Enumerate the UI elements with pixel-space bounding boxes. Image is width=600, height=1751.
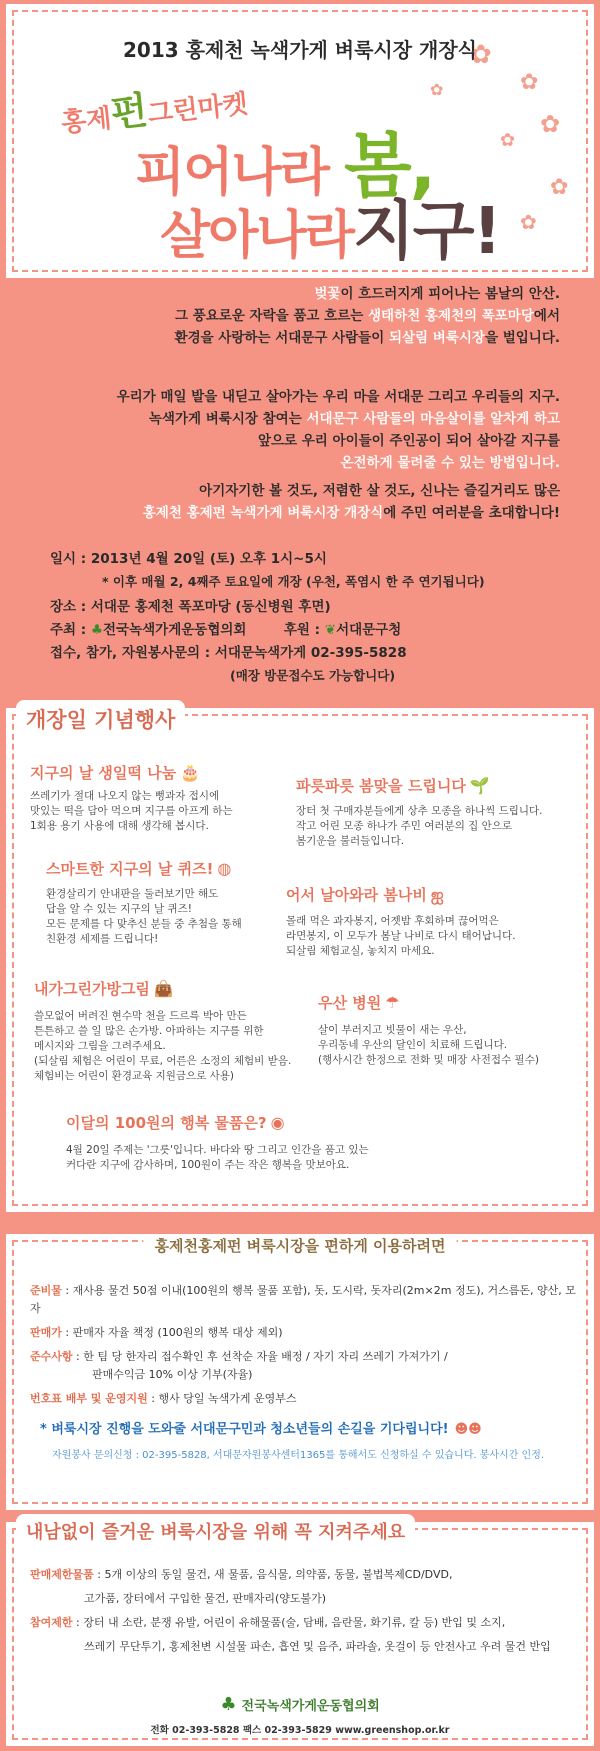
usage-row-cont: 판매수익금 10% 이상 기부(자율) — [92, 1368, 253, 1381]
event-quiz — [46, 858, 296, 947]
intro-text: 우리가 매일 발을 내딛고 살아가는 우리 마을 서대문 그리고 우리들의 지구. — [116, 389, 560, 405]
intro-highlight: 온전하게 물려줄 수 있는 방법입니다. — [340, 455, 560, 471]
rules-row-cont: 고가품, 장터에서 구입한 물건, 판매자리(양도불가) — [84, 1592, 327, 1605]
volunteer-contact: 자원봉사 문의신청 : 02-395-5828, 서대문자원봉사센터1365를 통해서도 신청하실 수 있습니다. 봉사시간 인정. — [52, 1450, 545, 1461]
footer-contact: 전화 02-393-5828 팩스 02-393-5829 www.greenshop.or.kr — [150, 1725, 450, 1736]
event-title: 지구의 날 생일떡 나눔 🎂 — [30, 763, 200, 782]
intro-highlight: 서대문구 사람들의 마음살이를 알차게 하고 — [306, 411, 560, 427]
intro-text: 을 벌입니다. — [484, 330, 560, 346]
host-name: 전국녹색가게운동협의회 — [103, 622, 247, 638]
tree-icon: ♣ — [220, 1694, 237, 1715]
flower-icon: ✿ — [500, 130, 516, 151]
intro-highlight: 생태하천 홍제천의 폭포마당 — [368, 308, 534, 324]
usage-title-text: 홍제천홍제펀 벼룩시장을 편하게 이용하려면 — [143, 1235, 458, 1257]
headline-line1-a: 피어나라 — [135, 143, 345, 203]
rules-row-cont: 쓰레기 무단투기, 홍제천변 시설물 파손, 흡연 및 음주, 파라솔, 옷걸이 등 안전사고 우려 물건 반입 — [84, 1640, 551, 1653]
intro-text: 에서 — [533, 308, 560, 324]
rules-section-title: 내남없이 즐거운 벼룩시장을 위해 꼭 지켜주세요 — [16, 1514, 415, 1548]
usage-row: 번호표 배부 및 운영지원 : 행사 당일 녹색가게 운영부스 — [30, 1392, 297, 1405]
brand-fun: 펀 — [108, 87, 150, 136]
event-birthday-cake — [30, 762, 290, 834]
umbrella-icon: ☂ — [385, 993, 400, 1012]
butterfly-icon: ஐ — [430, 885, 444, 904]
intro-paragraph-1 — [0, 283, 560, 349]
headline-line2 — [160, 180, 500, 272]
intro-paragraph-2 — [0, 386, 560, 474]
brand-post: 그린마켓 — [146, 89, 250, 130]
footer-org-name: 전국녹색가게운동협의회 — [241, 1699, 380, 1714]
usage-row: 판매가 : 판매자 자율 책정 (100원의 행복 대상 제외) — [30, 1326, 283, 1339]
event-contact: 접수, 참가, 자원봉사문의 : 서대문녹색가게 02-395-5828 — [50, 645, 407, 661]
footer-org — [0, 1694, 600, 1715]
rules-row: 판매제한물품 : 5개 이상의 동일 물건, 새 물품, 음식물, 의약품, 동물, 불법복제CD/DVD, — [30, 1568, 453, 1581]
cake-icon: 🎂 — [180, 763, 200, 782]
usage-list — [30, 1282, 586, 1408]
usage-section-title — [0, 1235, 600, 1256]
sponsor-label: 후원 : — [283, 622, 325, 638]
flower-icon: ✿ — [520, 70, 539, 95]
intro-paragraph-3 — [0, 480, 560, 524]
headline-line2-b: 지구! — [352, 195, 500, 269]
headline-line1-b: 봄, — [344, 125, 435, 207]
flower-icon: ✿ — [540, 110, 561, 138]
event-text: 살이 부러지고 빗물이 새는 우산, 우리동네 우산의 달인이 치료해 드립니다. (행사시간 한정으로 전화 및 매장 사전접수 필수) — [318, 1024, 539, 1066]
bag-icon: 👜 — [153, 979, 174, 998]
events-section-title: 개장일 기념행사 — [16, 700, 185, 738]
event-title: 스마트한 지구의 날 퀴즈! ◍ — [46, 859, 232, 878]
event-umbrella-clinic — [318, 992, 588, 1068]
event-contact-note: (매장 방문접수도 가능합니다) — [230, 668, 396, 683]
event-butterfly — [286, 884, 586, 959]
event-text: 쓰레기가 절대 나오지 않는 뻥과자 접시에 맛있는 떡을 담아 먹으며 지구를 아프게 하는 1회용 용기 사용에 대해 생각해 봅시다. — [30, 790, 233, 832]
intro-text: 환경을 사랑하는 서대문구 사람들이 — [174, 330, 389, 346]
usage-row: 준비물 : 재사용 물건 50점 이내(100원의 행복 물품 포함), 돗, 도시락, 돗자리(2m×2m 정도), 거스름돈, 양산, 모자 — [30, 1284, 576, 1315]
sponsor-name: 서대문구청 — [336, 622, 402, 638]
globe-icon: ◍ — [217, 859, 232, 878]
event-date-note: * 이후 매월 2, 4째주 토요일에 개장 (우천, 폭염시 한 주 연기됩니다) — [102, 574, 485, 589]
leaf-icon: ❦ — [324, 622, 337, 638]
flower-icon: ✿ — [550, 175, 569, 200]
intro-text: 그 풍요로운 자락을 품고 흐르는 — [174, 308, 368, 324]
brand-pre: 홍제 — [59, 103, 113, 139]
event-title: 어서 날아와라 봄나비 ஐ — [286, 885, 444, 904]
intro-text: 아기자기한 볼 것도, 저렴한 살 것도, 신나는 즐길거리도 많은 — [199, 483, 560, 499]
volunteer-call: * 벼룩시장 진행을 도와줄 서대문구민과 청소년들의 손길을 기다립니다! ☻☻ — [40, 1422, 482, 1437]
usage-row: 준수사항 : 한 팀 당 한자리 접수확인 후 선착순 자율 배정 / 자기 자리 쓰레기 가져가기 / — [30, 1350, 448, 1363]
event-title: 파릇파릇 봄맞을 드립니다 🌱 — [296, 776, 490, 795]
event-title: 이달의 100원의 행복 물품은? ◉ — [66, 1113, 285, 1132]
intro-highlight: 되살림 벼룩시장 — [388, 330, 485, 346]
intro-text: 녹색가게 벼룩시장 참여는 — [148, 411, 307, 427]
event-text: 쓸모없어 버려진 현수막 천을 드르륵 박아 만든 튼튼하고 쓸 일 많은 손가방. 아파하는 지구를 위한 메시지와 그림을 그려주세요. (되살림 체험은 어린이 무료, 어른은 소정의 체험비 받음. 체험비는 어린이 환경교육 지원금으로 사용) — [34, 1010, 292, 1082]
headline-line2-a: 살아나라 — [160, 206, 353, 266]
sprout-icon: 🌱 — [469, 776, 490, 795]
rules-row: 참여제한 : 장터 내 소란, 분쟁 유발, 어린이 유해물품(술, 담배, 음란물, 화기류, 칼 등) 반입 및 소지, — [30, 1616, 506, 1629]
event-100-won — [66, 1112, 496, 1173]
rules-list — [30, 1566, 586, 1656]
intro-highlight: 홍제천 홍제펀 녹색가게 벼룩시장 개장식 — [142, 505, 384, 521]
intro-text: 에 주민 여러분을 초대합니다! — [383, 505, 560, 521]
flower-icon: ✿ — [470, 40, 492, 70]
event-text: 장터 첫 구매자분들에게 상추 모종을 하나씩 드립니다. 작고 어린 모종 하나가 주민 여러분의 집 안으로 봄기운을 불러들입니다. — [296, 805, 543, 847]
intro-highlight: 벚꽃 — [314, 286, 341, 302]
intro-text: 이 흐드러지게 피어나는 봄날의 안산. — [340, 286, 560, 302]
event-title: 우산 병원 ☂ — [318, 993, 400, 1012]
host-label: 주최 : — [50, 622, 91, 638]
event-bag-drawing — [34, 978, 314, 1084]
intro-text: 앞으로 우리 아이들이 주인공이 되어 살아갈 지구를 — [257, 433, 560, 449]
tree-icon: ♣ — [90, 622, 103, 638]
event-seedling — [296, 775, 586, 849]
event-title: 내가그린가방그림 👜 — [34, 979, 174, 998]
flower-icon: ✿ — [520, 210, 537, 234]
event-text: 4월 20일 주제는 '그릇'입니다. 바다와 땅 그리고 인간을 품고 있는 커다란 지구에 감사하며, 100원이 주는 작은 행복을 맛보아요. — [66, 1144, 369, 1171]
bowl-icon: ◉ — [270, 1113, 285, 1132]
event-host-row — [50, 619, 401, 641]
event-text: 몰래 먹은 과자봉지, 어젯밤 후회하며 끊어먹은 라면봉지, 이 모두가 봄날 나비로 다시 태어납니다. 되살림 체험교실, 놓치지 마세요. — [286, 915, 516, 957]
event-text: 환경살리기 안내판을 둘러보기만 해도 답을 알 수 있는 지구의 날 퀴즈! 모든 문제를 다 맞추신 분들 중 추첨을 통해 친환경 세제를 드립니다! — [46, 888, 242, 945]
event-year-title: 2013 홍제천 녹색가게 벼룩시장 개장식 — [123, 38, 477, 62]
kids-icon: ☻☻ — [454, 1422, 482, 1437]
flower-icon: ✿ — [430, 80, 444, 99]
event-place: 장소 : 서대문 홍제천 폭포마당 (동신병원 후면) — [50, 599, 331, 615]
event-date: 일시 : 2013년 4월 20일 (토) 오후 1시~5시 — [50, 551, 327, 567]
